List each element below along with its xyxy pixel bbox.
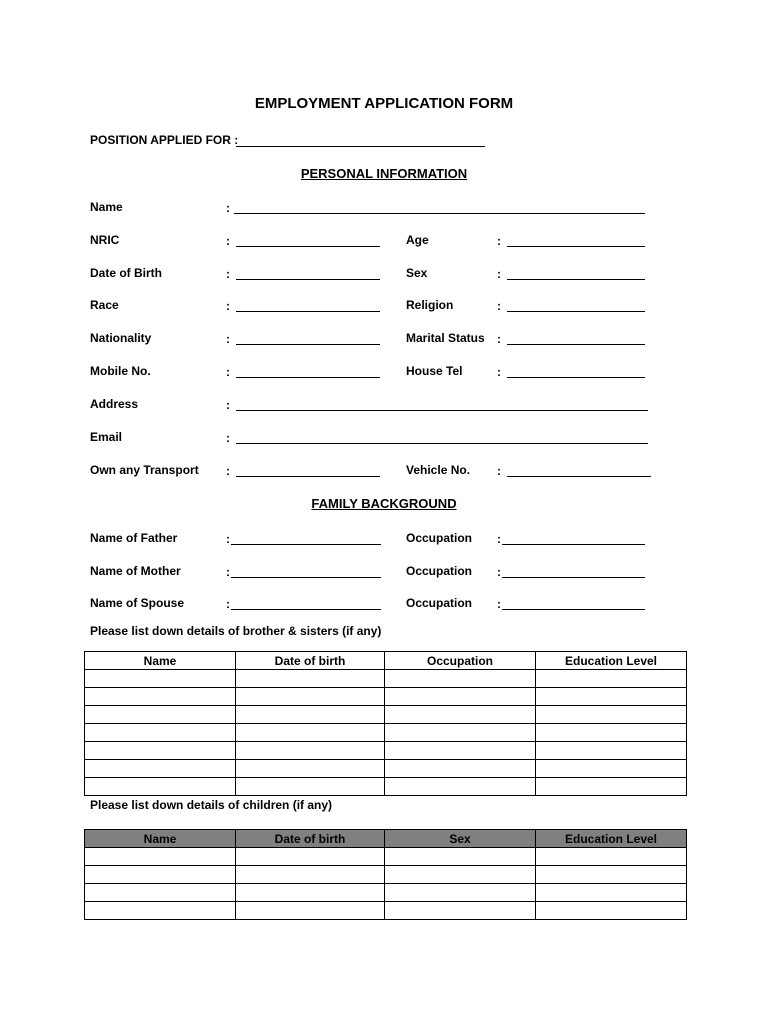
- address-field[interactable]: [236, 410, 648, 411]
- email-field[interactable]: [236, 443, 648, 444]
- table-cell[interactable]: [85, 670, 236, 688]
- house-tel-colon: :: [497, 365, 501, 379]
- table-row: [85, 706, 687, 724]
- position-applied-label: POSITION APPLIED FOR :: [90, 133, 239, 147]
- table-cell[interactable]: [536, 706, 687, 724]
- spouse-occupation-colon: :: [497, 597, 501, 611]
- table-cell[interactable]: [236, 760, 385, 778]
- table-cell[interactable]: [536, 760, 687, 778]
- spouse-label: Name of Spouse: [90, 596, 185, 610]
- children-table: [84, 829, 687, 920]
- address-label: Address: [90, 397, 139, 411]
- age-colon: :: [497, 234, 501, 248]
- nric-label: NRIC: [90, 233, 120, 247]
- table-row: [85, 866, 687, 884]
- religion-colon: :: [497, 299, 501, 313]
- siblings-col-dob: Date of birth: [236, 652, 385, 670]
- mobile-label: Mobile No.: [90, 364, 151, 378]
- table-cell[interactable]: [536, 848, 687, 866]
- table-cell[interactable]: [236, 742, 385, 760]
- table-row: [85, 724, 687, 742]
- siblings-col-education: Education Level: [536, 652, 687, 670]
- table-cell[interactable]: [85, 848, 236, 866]
- spouse-field[interactable]: [231, 609, 381, 610]
- sex-colon: :: [497, 267, 501, 281]
- table-cell[interactable]: [385, 866, 536, 884]
- age-field[interactable]: [507, 246, 645, 247]
- table-cell[interactable]: [236, 778, 385, 796]
- transport-label: Own any Transport: [90, 463, 199, 477]
- siblings-col-name: Name: [85, 652, 236, 670]
- nric-field[interactable]: [236, 246, 380, 247]
- marital-status-label: Marital Status: [406, 331, 485, 345]
- name-colon: :: [226, 201, 230, 215]
- table-cell[interactable]: [385, 688, 536, 706]
- children-col-name: Name: [85, 830, 236, 848]
- mother-occupation-colon: :: [497, 565, 501, 579]
- children-col-education: Education Level: [536, 830, 687, 848]
- table-row: [85, 670, 687, 688]
- table-cell[interactable]: [236, 706, 385, 724]
- mobile-field[interactable]: [236, 377, 380, 378]
- table-cell[interactable]: [236, 884, 385, 902]
- children-header-row: [85, 830, 687, 848]
- nationality-colon: :: [226, 332, 230, 346]
- table-cell[interactable]: [236, 670, 385, 688]
- siblings-note: Please list down details of brother & sisters (if any): [90, 624, 382, 638]
- table-cell[interactable]: [385, 670, 536, 688]
- dob-field[interactable]: [236, 279, 380, 280]
- siblings-table: [84, 651, 687, 796]
- race-label: Race: [90, 298, 119, 312]
- address-colon: :: [226, 398, 230, 412]
- name-label: Name: [90, 200, 123, 214]
- dob-colon: :: [226, 267, 230, 281]
- house-tel-field[interactable]: [507, 377, 645, 378]
- position-applied-field[interactable]: [236, 146, 485, 147]
- table-cell[interactable]: [536, 688, 687, 706]
- table-cell[interactable]: [85, 884, 236, 902]
- table-cell[interactable]: [536, 884, 687, 902]
- table-cell[interactable]: [85, 760, 236, 778]
- table-cell[interactable]: [536, 902, 687, 920]
- table-cell[interactable]: [236, 848, 385, 866]
- personal-info-heading: PERSONAL INFORMATION: [300, 166, 468, 181]
- table-cell[interactable]: [236, 902, 385, 920]
- table-cell[interactable]: [536, 724, 687, 742]
- family-background-heading: FAMILY BACKGROUND: [311, 496, 457, 511]
- spouse-colon: :: [226, 597, 230, 611]
- nationality-label: Nationality: [90, 331, 152, 345]
- table-cell[interactable]: [385, 778, 536, 796]
- table-cell[interactable]: [85, 742, 236, 760]
- mother-label: Name of Mother: [90, 564, 181, 578]
- siblings-header-row: [85, 652, 687, 670]
- table-cell[interactable]: [536, 742, 687, 760]
- father-label: Name of Father: [90, 531, 178, 545]
- form-title: EMPLOYMENT APPLICATION FORM: [254, 95, 514, 112]
- transport-colon: :: [226, 464, 230, 478]
- table-cell[interactable]: [236, 688, 385, 706]
- house-tel-label: House Tel: [406, 364, 463, 378]
- table-row: [85, 760, 687, 778]
- table-row: [85, 778, 687, 796]
- sex-label: Sex: [406, 266, 428, 280]
- table-cell[interactable]: [85, 902, 236, 920]
- table-cell[interactable]: [536, 670, 687, 688]
- dob-label: Date of Birth: [90, 266, 162, 280]
- table-cell[interactable]: [385, 760, 536, 778]
- table-row: [85, 742, 687, 760]
- table-cell[interactable]: [385, 742, 536, 760]
- name-field[interactable]: [234, 213, 645, 214]
- table-cell[interactable]: [85, 866, 236, 884]
- vehicle-label: Vehicle No.: [406, 463, 471, 477]
- sex-field[interactable]: [507, 279, 645, 280]
- race-field[interactable]: [236, 311, 380, 312]
- religion-label: Religion: [406, 298, 454, 312]
- table-cell[interactable]: [85, 778, 236, 796]
- table-row: [85, 688, 687, 706]
- age-label: Age: [406, 233, 429, 247]
- vehicle-field[interactable]: [507, 476, 651, 477]
- transport-field[interactable]: [236, 476, 380, 477]
- table-cell[interactable]: [385, 706, 536, 724]
- father-occupation-label: Occupation: [406, 531, 473, 545]
- marital-status-field[interactable]: [507, 344, 645, 345]
- table-row: [85, 848, 687, 866]
- table-cell[interactable]: [236, 866, 385, 884]
- table-cell[interactable]: [536, 778, 687, 796]
- nric-colon: :: [226, 234, 230, 248]
- religion-field[interactable]: [507, 311, 645, 312]
- vehicle-colon: :: [497, 464, 501, 478]
- table-cell[interactable]: [236, 724, 385, 742]
- children-col-sex: Sex: [385, 830, 536, 848]
- table-cell[interactable]: [385, 902, 536, 920]
- father-occupation-colon: :: [497, 532, 501, 546]
- table-cell[interactable]: [85, 724, 236, 742]
- table-cell[interactable]: [385, 848, 536, 866]
- mother-occupation-field[interactable]: [502, 577, 645, 578]
- mother-field[interactable]: [231, 577, 381, 578]
- table-cell[interactable]: [85, 688, 236, 706]
- table-row: [85, 902, 687, 920]
- marital-status-colon: :: [497, 332, 501, 346]
- table-cell[interactable]: [536, 866, 687, 884]
- email-label: Email: [90, 430, 123, 444]
- siblings-col-occupation: Occupation: [385, 652, 536, 670]
- mother-occupation-label: Occupation: [406, 564, 473, 578]
- nationality-field[interactable]: [236, 344, 380, 345]
- spouse-occupation-label: Occupation: [406, 596, 473, 610]
- table-row: [85, 884, 687, 902]
- father-colon: :: [226, 532, 230, 546]
- mobile-colon: :: [226, 365, 230, 379]
- children-col-dob: Date of birth: [236, 830, 385, 848]
- father-field[interactable]: [231, 544, 381, 545]
- table-cell[interactable]: [385, 884, 536, 902]
- father-occupation-field[interactable]: [502, 544, 645, 545]
- table-cell[interactable]: [385, 724, 536, 742]
- children-note: Please list down details of children (if any): [90, 798, 333, 812]
- table-cell[interactable]: [85, 706, 236, 724]
- spouse-occupation-field[interactable]: [502, 609, 645, 610]
- race-colon: :: [226, 299, 230, 313]
- mother-colon: :: [226, 565, 230, 579]
- email-colon: :: [226, 431, 230, 445]
